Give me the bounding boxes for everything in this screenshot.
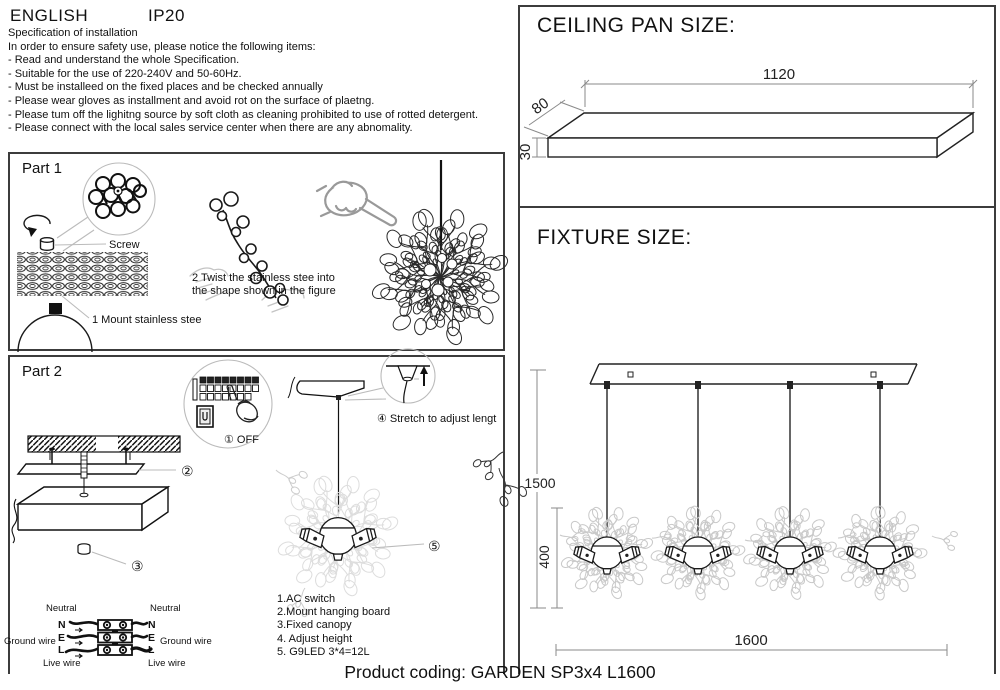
twist-step-label-line2: the shape shown in the figure: [192, 285, 336, 297]
dim-1120: [581, 66, 977, 108]
legend-item: 4. Adjust height: [277, 632, 353, 645]
dim-total-height-label: 1500: [524, 475, 556, 491]
twist-step-label-line1: 2 Twist the stainless stee into: [192, 272, 335, 284]
board-callout: ②: [181, 463, 194, 479]
rotate-arrow-icon: [24, 215, 50, 237]
breaker-keyboard-icon: [200, 377, 259, 400]
live-right-label: Live wire: [148, 658, 186, 669]
ip-rating-label: IP20: [148, 6, 185, 25]
screw-icon: [41, 238, 54, 251]
e-right-label: E: [148, 632, 156, 644]
dim-400: [536, 508, 563, 608]
spec-text-block: [8, 27, 478, 136]
insert-arrows: [75, 628, 82, 658]
neutral-left-label: Neutral: [46, 603, 77, 614]
live-left-label: Live wire: [43, 658, 81, 669]
nut-callout: ③: [131, 558, 144, 574]
spec-intro: In order to ensure safety use, please notice the following items:: [8, 40, 316, 53]
terminal-block: [98, 620, 132, 655]
bulb-callout: ⑤: [428, 538, 441, 554]
spec-title: Specification of installation: [8, 27, 138, 39]
legend-item: 3.Fixed canopy: [277, 619, 352, 632]
canopy-box: [12, 478, 168, 543]
l-left-label: L: [58, 644, 65, 656]
ceiling-pan-3d: [548, 113, 973, 157]
fixture-drawing: [518, 210, 992, 672]
nut-leader-line: [92, 552, 126, 564]
product-coding: Product coding: GARDEN SP3x4 L1600: [344, 662, 656, 682]
dim-1600: [556, 632, 947, 656]
l-right-label: L: [148, 644, 155, 656]
right-panel-divider: [518, 206, 996, 208]
screw-leader-line: [55, 244, 106, 245]
part2-title: Part 2: [22, 363, 63, 380]
part2-drawing: [4, 355, 505, 672]
ground-right-label: Ground wire: [160, 636, 212, 647]
off-step-label: ① OFF: [224, 434, 259, 446]
e-left-label: E: [58, 632, 66, 644]
spec-item: - Must be installeed on the fixed places and be checked annually: [8, 81, 323, 94]
wall-switch-icon: [197, 406, 213, 427]
pendant-wires: [607, 389, 880, 537]
spec-item: - Read and understand the whole Specification.: [8, 54, 240, 67]
fixture-ceiling-pan: [590, 364, 917, 389]
ceiling-pan-title: CEILING PAN SIZE:: [537, 14, 736, 37]
language-label: ENGLISH: [10, 6, 89, 25]
screw-label: Screw: [109, 239, 140, 251]
legend-item: 5. G9LED 3*4=12L: [277, 645, 370, 658]
spec-item: - Please wear gloves as installment and avoid rot on the surface of plaetng.: [8, 94, 375, 107]
chain-detail-magnifier: [57, 163, 155, 251]
ground-left-label: Ground wire: [4, 636, 56, 647]
chandelier-ball-figure: [370, 160, 510, 347]
neutral-right-label: Neutral: [150, 603, 181, 614]
wiring-diagram: [4, 603, 212, 669]
dim-width-label: 1600: [734, 632, 768, 649]
spec-item: - Please connect with the local sales service center when there are any abnomality.: [8, 122, 413, 135]
bulb-leader-line: [372, 544, 424, 548]
dim-pendant-height-label: 400: [536, 545, 552, 569]
hanging-canopy: [288, 377, 364, 514]
dim-length-label: 1120: [762, 66, 796, 83]
ceiling-pan-drawing: [518, 5, 992, 206]
part1-title: Part 1: [22, 160, 63, 177]
legend-item: 1.AC switch: [277, 593, 336, 605]
mount-step-label: 1 Mount stainless stee: [92, 314, 202, 326]
dim-height-label: 30: [517, 143, 534, 161]
dim-30: [517, 138, 546, 160]
pointing-hand-icon: [317, 179, 396, 225]
stainless-mesh: [17, 252, 148, 296]
mount-leader-line: [62, 296, 89, 318]
lamp-dome: [18, 303, 92, 352]
stretch-step-label: ④ Stretch to adjust lengt: [377, 413, 497, 425]
dim-depth-label: 80: [528, 94, 553, 119]
spec-item: - Suitable for the use of 220-240V and 50-60Hz.: [8, 67, 242, 80]
fixture-title: FIXTURE SIZE:: [537, 226, 692, 249]
n-right-label: N: [148, 619, 156, 631]
cord-grip-detail: [345, 349, 435, 403]
nut-icon: [78, 544, 90, 554]
n-left-label: N: [58, 619, 66, 631]
part1-drawing: [8, 152, 505, 351]
power-off-detail: [184, 360, 272, 448]
legend-item: 2.Mount hanging board: [277, 606, 391, 619]
dim-1500: [524, 370, 555, 608]
parts-legend: [277, 593, 390, 659]
spec-item: - Please tum off the lighitng source by soft cloth as cleaning prohibited to use of rotted detergent.: [8, 108, 479, 121]
